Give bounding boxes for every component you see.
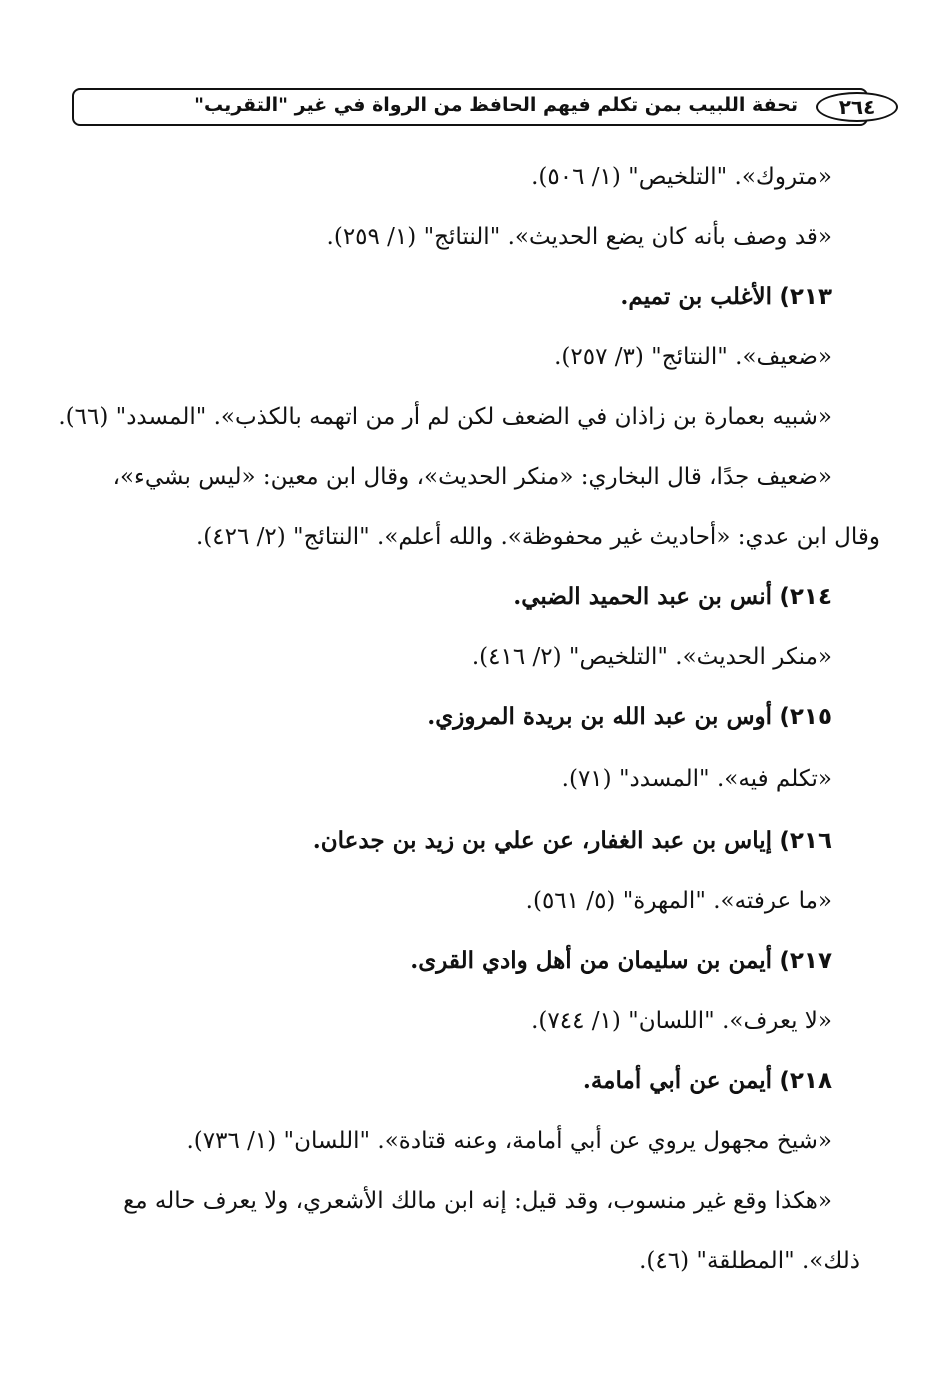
page-number: ٢٦٤ [816,92,898,122]
entry-number: ٢١٥) [779,704,832,730]
text-line: «هكذا وقع غير منسوب، وقد قيل: إنه ابن مالك الأشعري، ولا يعرف حاله مع [123,1188,832,1214]
entry-name: الأغلب بن تميم. [620,283,773,310]
entry-heading [40,582,832,612]
text-line: «ما عرفته». "المهرة" (٥/ ٥٦١). [525,888,832,914]
entry-heading [40,826,832,856]
text-line: «متروك». "التلخيص" (١/ ٥٠٦). [531,164,832,190]
text-line: «ضعيف جدًا، قال البخاري: «منكر الحديث»، وقال ابن معين: «ليس بشيء»، [112,464,832,490]
entry-name: أنس بن عبد الحميد الضبي. [513,583,773,610]
entry-number: ٢١٣) [779,284,832,310]
text-line: ذلك». "المطلقة" (٤٦). [639,1248,860,1274]
entry-number: ٢١٧) [779,948,832,974]
text-line: «لا يعرف». "اللسان" (١/ ٧٤٤). [531,1008,832,1034]
text-line: «ضعيف». "النتائج" (٣/ ٢٥٧). [554,344,832,370]
entry-heading [40,702,832,732]
entry-name: أيمن عن أبي أمامة. [582,1067,773,1094]
running-title: تحفة اللبيب بمن تكلم فيهم الحافظ من الرواة في غير "التقريب" [194,94,798,116]
text-line: «منكر الحديث». "التلخيص" (٢/ ٤١٦). [471,644,832,670]
entry-number: ٢١٦) [779,828,832,854]
entry-name: أيمن بن سليمان من أهل وادي القرى. [410,947,773,974]
entry-heading [40,946,832,976]
entry-number: ٢١٤) [779,584,832,610]
entry-name: إياس بن عبد الغفار، عن علي بن زيد بن جدعان. [312,827,773,854]
entry-name: أوس بن عبد الله بن بريدة المروزي. [427,703,773,730]
entry-number: ٢١٨) [779,1068,832,1094]
text-line: «شيخ مجهول يروي عن أبي أمامة، وعنه قتادة». "اللسان" (١/ ٧٣٦). [186,1128,832,1154]
text-line: «تكلم فيه». "المسدد" (٧١). [561,766,832,792]
text-line: وقال ابن عدي: «أحاديث غير محفوظة». والله أعلم». "النتائج" (٢/ ٤٢٦). [195,524,880,550]
entry-heading [40,282,832,312]
text-line: «قد وصف بأنه كان يضع الحديث». "النتائج" (١/ ٢٥٩). [326,224,832,250]
entry-heading [40,1066,832,1096]
text-line: «شبيه بعمارة بن زاذان في الضعف لكن لم أر من اتهمه بالكذب». "المسدد" (٦٦). [58,404,832,430]
